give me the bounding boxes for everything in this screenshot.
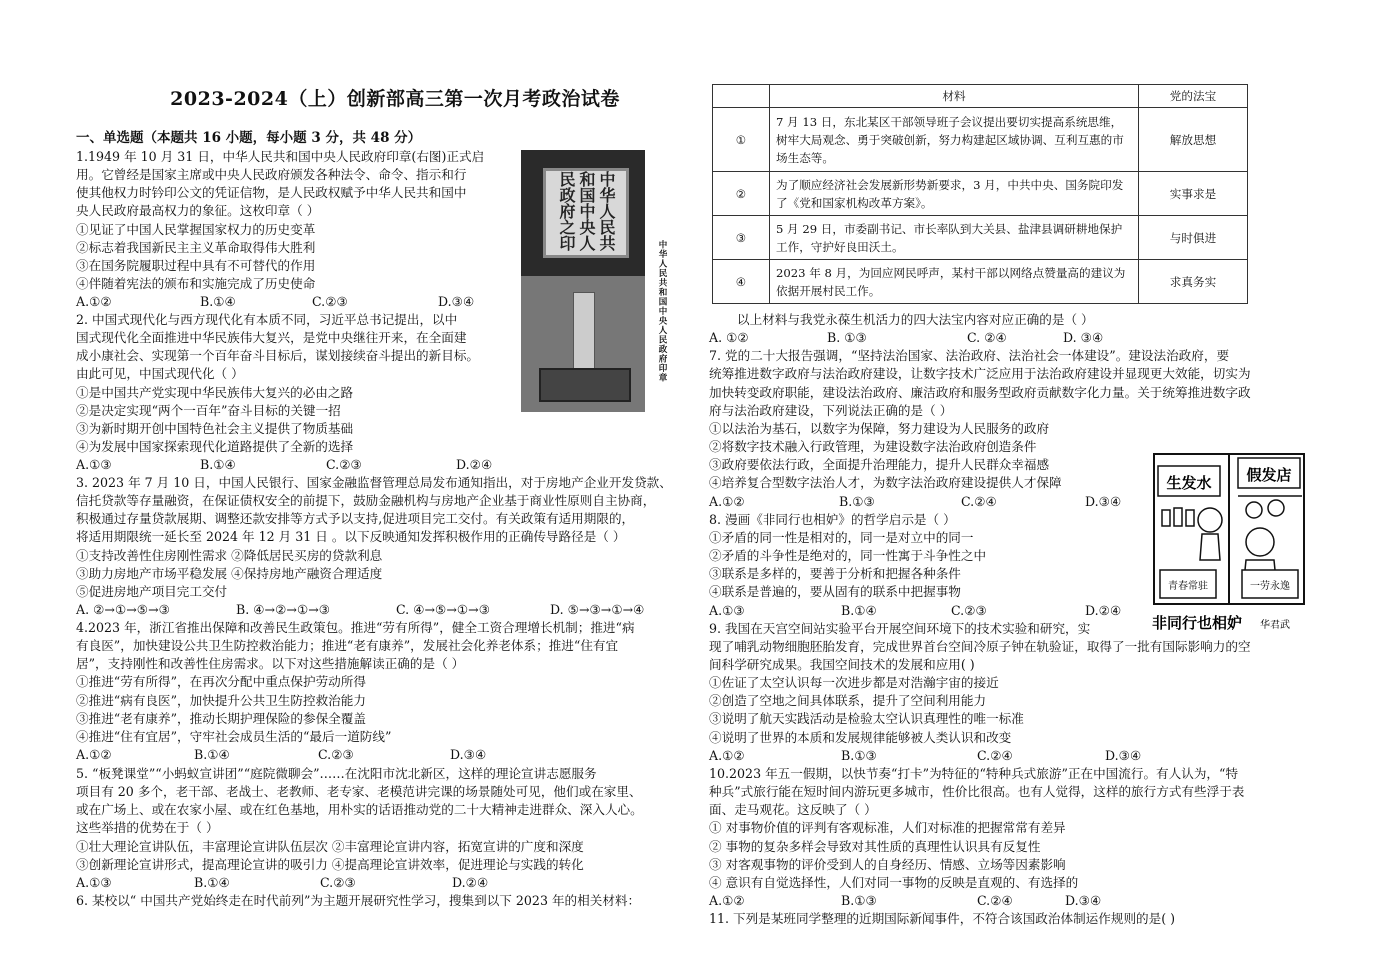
row-tool: 解放思想 (1139, 108, 1248, 172)
q6-options (709, 329, 1311, 347)
q4-choice: ②推进“病有良医”，加快提升公共卫生防控救治能力 (76, 692, 366, 708)
q2-line: 由此可见，中国式现代化（ ） (76, 366, 244, 382)
option-c: C.②③ (326, 457, 362, 473)
q4-options (76, 746, 704, 764)
q2-choice: ②是决定实现“两个一百年”奋斗目标的关键一招 (76, 402, 341, 418)
q7-choice: ④培养复合型数字法治人才，为数字法治政府建设提供人才保障 (709, 475, 1062, 491)
table-row (713, 216, 1248, 260)
option-b: B.①③ (841, 893, 877, 908)
row-number: ④ (713, 260, 770, 304)
option-d: D.③④ (1085, 493, 1122, 509)
option-d: D.③④ (450, 747, 487, 763)
q10-choice: ④ 意识有自觉选择性，人们对同一事物的反映是直观的、有选择的 (709, 874, 1079, 890)
option-c: C.②③ (312, 294, 348, 310)
q2-choice: ③为新时期开创中国特色社会主义提供了物质基础 (76, 420, 354, 436)
q10-choice: ③ 对客观事物的评价受到人的自身经历、情感、立场等因素影响 (709, 856, 1066, 872)
q1-options (76, 293, 521, 311)
option-a: A. ②→①→⑤→③ (76, 602, 170, 618)
cartoon-illustration (1150, 450, 1308, 640)
q5-choice: ③创新理论宣讲形式，提高理论宣讲的吸引力 ④提高理论宣讲效率，促进理论与实践的转化 (76, 856, 584, 872)
question-1 (76, 148, 521, 311)
option-a: A.①③ (709, 602, 745, 618)
q8-choice: ④联系是普遍的，要从固有的联系中把握事物 (709, 584, 961, 600)
option-a: A.①② (709, 747, 745, 763)
seal-chars: 民政府之印 (557, 171, 576, 251)
option-b: B.①④ (194, 747, 230, 763)
q8-line: 8. 漫画《非同行也相妒》的哲学启示是（ ） (709, 511, 956, 527)
row-tool: 与时俱进 (1139, 216, 1248, 260)
q8-choice: ②矛盾的斗争性是绝对的，同一性寓于斗争性之中 (709, 548, 987, 564)
q5-line: 或在广场上、或在农家小屋、或在红色基地，用朴实的话语推动党的二十大精神走进群众、深入人心。 (76, 802, 643, 818)
q2-line: 成小康社会、实现第一个百年奋斗目标后，谋划接续奋斗提出的新目标。 (76, 348, 479, 364)
q2-choice: ④为发展中国家探索现代化道路提供了全新的选择 (76, 439, 354, 455)
row-material: 7 月 13 日，东北某区干部领导班子会议提出要切实提高系统思维，树牢大局观念、勇于突破创新，努力构建起区域协调、互利互惠的市场生态等。 (770, 108, 1139, 172)
option-b: B.①④ (841, 602, 877, 618)
option-a: A.①③ (76, 874, 112, 890)
option-d: D.②④ (452, 874, 489, 890)
sign-left: 青春常驻 (1168, 581, 1208, 592)
option-a: A.①② (709, 493, 745, 509)
q1-line: 1.1949 年 10 月 31 日，中华人民共和国中央人民政府印章(右图)正式启 (76, 149, 485, 164)
q5-line: 这些举措的优势在于（ ） (76, 820, 219, 836)
q9-line: 9. 我国在天宫空间站实验平台开展空间环境下的技术实验和研究，实 (709, 620, 1091, 636)
shop-sign-right: 假发店 (1246, 466, 1292, 484)
q1-choice: ④伴随着宪法的颁布和实施完成了历史使命 (76, 276, 316, 292)
option-d: D. ③④ (1063, 330, 1104, 346)
q11-line: 11. 下列是某班同学整理的近期国际新闻事件，不符合该国政治体制运作规则的是( ) (709, 911, 1176, 927)
q2-choice: ①是中国共产党实现中华民族伟大复兴的必由之路 (76, 384, 354, 400)
seal-caption: 中华人民共和国中央人民政府印章 (657, 240, 667, 383)
q9-line: 现了哺乳动物细胞胚胎发育，完成世界首台空间冷原子钟在轨验证，取得了一批有国际影响力的空 (709, 638, 1251, 654)
exam-title: 2023-2024（上）创新部高三第一次月考政治试卷 (170, 88, 620, 110)
q5-line: 5. “板凳课堂”“小蚂蚁宣讲团”“庭院微聊会”……在沈阳市沈北新区，这样的理论宣讲志愿服务 (76, 766, 597, 781)
q7-choice: ①以法治为基石，以数字为保障，努力建设为人民服务的政府 (709, 420, 1050, 436)
q7-line: 统筹推进数字政府与法治政府建设，让数字技术广泛应用于法治政府建设并显现更大效能，切实为 (709, 366, 1251, 382)
option-c: C.②③ (320, 874, 356, 890)
seal-handle (573, 292, 595, 372)
cartoon-caption: 非同行也相妒 (1152, 614, 1243, 632)
q10-choice: ① 对事物价值的评判有客观标准，人们对标准的把握常常有差异 (709, 820, 1066, 836)
section-heading: 一、单选题（本题共 16 小题，每小题 3 分，共 48 分） (76, 130, 422, 146)
table-row (713, 172, 1248, 216)
option-b: B.①③ (839, 493, 875, 509)
q4-line: 有良医”，加快建设公共卫生防控救治能力；推进“老有康养”，发展社会化养老体系；推进“住有宜 (76, 638, 619, 654)
table-row (713, 260, 1248, 304)
table-header-cell: 党的法宝 (1139, 85, 1248, 108)
cartoon-signature: 华君武 (1260, 620, 1290, 631)
q3-choice: ③助力房地产市场平稳发展 ④保持房地产融资合理适度 (76, 565, 383, 581)
table-header-cell (713, 85, 770, 108)
q7-line: 府与法治政府建设，下列说法正确的是（ ） (709, 402, 953, 418)
option-c: C.②④ (961, 493, 997, 509)
q7-choice: ③政府要依法行政，全面提升治理能力，提升人民群众幸福感 (709, 457, 1050, 473)
q1-line: 用。它曾经是国家主席或中央人民政府颁发各种法令、命令、指示和行 (76, 167, 467, 183)
q1-choice: ③在国务院履职过程中具有不可替代的作用 (76, 257, 316, 273)
row-number: ③ (713, 216, 770, 260)
q9-options (709, 747, 1311, 765)
q8-choice: ①矛盾的同一性是相对的，同一是对立中的同一 (709, 529, 974, 545)
option-c: C.②④ (977, 747, 1013, 763)
table-header-row (713, 85, 1248, 108)
q10-line: 种兵”式旅行能在短时间内游玩更多城市，性价比很高。也有人觉得，这样的旅行方式有些浮于表 (709, 784, 1245, 800)
option-d: D.②④ (456, 457, 493, 473)
option-a: A.①② (76, 747, 112, 763)
q4-line: 居”，支持刚性和改善性住房需求。以下对这些措施解读正确的是（ ） (76, 656, 465, 672)
option-b: B. ①③ (827, 330, 867, 346)
table-row (713, 108, 1248, 172)
q3-line: 3. 2023 年 7 月 10 日，中国人民银行、国家金融监督管理总局发布通知指出，对于房地产企业开发贷款、 (76, 475, 672, 490)
option-c: C. ④→⑤→①→③ (396, 602, 491, 618)
question-2 (76, 311, 521, 474)
q4-choice: ③推进“老有康养”，推动长期护理保险的参保全覆盖 (76, 710, 366, 726)
option-a: A.①② (709, 893, 745, 908)
q3-line: 信托贷款等存量融资，在保证债权安全的前提下，鼓励金融机构与房地产企业基于商业性原则自主协商， (76, 493, 656, 509)
row-number: ② (713, 172, 770, 216)
option-d: D.②④ (1085, 602, 1122, 618)
q1-choice: ②标志着我国新民主主义革命取得伟大胜利 (76, 239, 316, 255)
q7-choice: ②将数字技术融入行政管理，为建设数字法治政府创造条件 (709, 439, 1037, 455)
q5-choice: ①壮大理论宣讲队伍，丰富理论宣讲队伍层次 ②丰富理论宣讲内容，拓宽宣讲的广度和深度 (76, 838, 584, 854)
q10-line: 面、走马观花。这反映了（ ） (709, 802, 877, 818)
option-a: A.①② (76, 294, 112, 310)
option-c: C. ②④ (967, 330, 1007, 346)
q3-line: 积极通过存量贷款展期、调整还款安排等方式予以支持,促进项目完工交付。有关政策有适用期限的， (76, 511, 635, 527)
q9-choice: ③说明了航天实践活动是检验太空认识真理性的唯一标准 (709, 711, 1024, 727)
q1-choice: ①见证了中国人民掌握国家权力的历史变革 (76, 221, 316, 237)
q2-line: 国式现代化全面推进中华民族伟大复兴，是党中央继往开来，在全面建 (76, 330, 467, 346)
q5-options (76, 874, 704, 892)
option-d: D.③④ (1065, 893, 1102, 908)
question-3 (76, 474, 704, 619)
q4-line: 4.2023 年，浙江省推出保障和改善民生政策包。推进“劳有所得”，健全工资合理增长机制；推进“病 (76, 620, 635, 635)
row-material: 2023 年 8 月，为回应网民呼声，某村干部以网络点赞量高的建议为依据开展村民工作。 (770, 260, 1139, 304)
q9-choice: ①佐证了太空认识每一次进步都是对浩瀚宇宙的接近 (709, 675, 999, 691)
option-c: C.②④ (977, 893, 1013, 908)
q3-choice: ⑤促进房地产项目完工交付 (76, 583, 228, 599)
q3-options (76, 601, 704, 619)
q9-line: 间科学研究成果。我国空间技术的发展和应用( ) (709, 656, 975, 672)
row-number: ① (713, 108, 770, 172)
row-material: 为了顺应经济社会发展新形势新要求，3 月，中共中央、国务院印发了《党和国家机构改革方案》。 (770, 172, 1139, 216)
q4-choice: ④推进“住有宜居”，守牢社会成员生活的“最后一道防线” (76, 728, 392, 744)
q3-choice: ①支持改善性住房刚性需求 ②降低居民买房的贷款利息 (76, 547, 383, 563)
materials-table (712, 84, 1248, 304)
table-header-cell: 材料 (770, 85, 1139, 108)
question-5 (76, 765, 704, 910)
option-b: B.①④ (200, 294, 236, 310)
shop-sign-left: 生发水 (1166, 474, 1212, 492)
option-d: D.③④ (1105, 747, 1142, 763)
q3-line: 将适用期限统一延长至 2024 年 12 月 31 日 。以下反映通知发挥积极作用的正确传导路径是（ ） (76, 529, 626, 545)
q10-options (709, 892, 1311, 910)
option-d: D. ⑤→③→①→④ (550, 602, 645, 618)
option-a: A.①③ (76, 457, 112, 473)
row-tool: 实事求是 (1139, 172, 1248, 216)
seal-side-photo (521, 276, 645, 412)
sign-right: 一劳永逸 (1250, 581, 1290, 592)
option-b: B.①③ (841, 747, 877, 763)
q2-line: 2. 中国式现代化与西方现代化有本质不同，习近平总书记提出，以中 (76, 312, 458, 327)
q1-line: 使其他权力时钤印公文的凭证信物，是人民政权赋予中华人民共和国中 (76, 185, 467, 201)
q10-choice: ② 事物的复杂多样会导致对其性质的真理性认识具有反复性 (709, 838, 1041, 854)
option-c: C.②③ (318, 747, 354, 763)
seal-chars: 中华人民共 (597, 171, 616, 251)
option-b: B.①④ (200, 457, 236, 473)
q10-line: 10.2023 年五一假期，以快节奏“打卡”为特征的“特种兵式旅游”正在中国流行。有人认为，“特 (709, 765, 1239, 781)
q9-choice: ②创造了空地之间具体联系，提升了空间利用能力 (709, 693, 987, 709)
q8-choice: ③联系是多样的，要善于分析和把握各种条件 (709, 566, 961, 582)
seal-chars: 和国中央人 (577, 171, 596, 251)
q5-line: 项目有 20 多个，老干部、老战士、老教师、老专家、老模范讲完课的场景随处可见，他们或在家里、 (76, 784, 642, 800)
option-b: B. ④→②→①→③ (236, 602, 331, 618)
option-b: B.①④ (194, 874, 230, 890)
option-c: C.②③ (951, 602, 987, 618)
row-tool: 求真务实 (1139, 260, 1248, 304)
q2-options (76, 456, 521, 474)
q6-intro: 6. 某校以“ 中国共产党始终走在时代前列”为主题开展研究性学习，搜集到以下 2023 年的相关材料： (76, 893, 641, 909)
q9-choice: ④说明了世界的本质和发展规律能够被人类认识和改变 (709, 729, 1012, 745)
option-a: A. ①② (709, 330, 749, 346)
seal-face (543, 168, 629, 258)
q4-choice: ①推进“劳有所得”，在再次分配中重点保护劳动所得 (76, 674, 366, 690)
option-d: D.③④ (438, 294, 475, 310)
question-4 (76, 619, 704, 764)
seal-base (539, 368, 631, 402)
q1-line: 央人民政府最高权力的象征。这枚印章（ ） (76, 203, 320, 219)
q7-line: 加快转变政府职能，建设法治政府、廉洁政府和服务型政府贡献数字化力量。关于统筹推进数字政 (709, 384, 1251, 400)
q6-question: 以上材料与我党永葆生机活力的四大法宝内容对应正确的是（ ） (737, 312, 1094, 327)
q7-line: 7. 党的二十大报告强调，“坚持法治国家、法治政府、法治社会一体建设”。建设法治政府，要 (709, 348, 1230, 364)
row-material: 5 月 29 日，市委副书记、市长率队到大关县、盐津县调研耕地保护工作，守护好良田沃土。 (770, 216, 1139, 260)
seal-face-photo (521, 150, 645, 276)
